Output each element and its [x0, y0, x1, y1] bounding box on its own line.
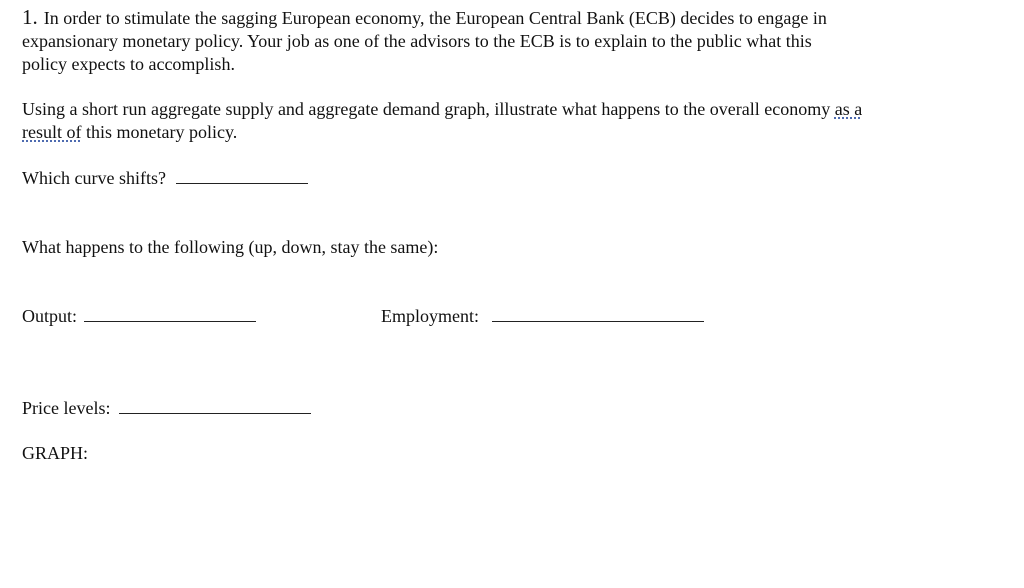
grammar-flagged-text-1: as a — [834, 99, 863, 119]
instruction-line-1 — [22, 98, 862, 121]
price-levels-row — [22, 397, 311, 420]
curve-shifts-label: Which curve shifts? — [22, 168, 166, 188]
question-intro-text-1: In order to stimulate the sagging European economy, the European Central Bank (ECB) decides to engage in — [43, 8, 827, 28]
question-line-2 — [22, 30, 812, 53]
question-line-3 — [22, 53, 235, 76]
instruction-line-2 — [22, 121, 237, 144]
question-intro-text-3: policy expects to accomplish. — [22, 54, 235, 74]
curve-shifts-blank[interactable] — [176, 167, 308, 184]
what-happens-label: What happens to the following (up, down, stay the same): — [22, 237, 439, 257]
employment-row — [381, 305, 704, 328]
what-happens-row — [22, 236, 438, 259]
question-line-1 — [22, 6, 827, 30]
question-intro-text-2: expansionary monetary policy. Your job as one of the advisors to the ECB is to explain to the public what this — [22, 31, 812, 51]
price-levels-label: Price levels: — [22, 398, 111, 418]
price-levels-blank[interactable] — [119, 397, 311, 414]
curve-shifts-row — [22, 167, 308, 190]
output-row — [22, 305, 256, 328]
output-blank[interactable] — [84, 305, 256, 322]
question-number: 1. — [22, 5, 38, 29]
grammar-flagged-text-2: result of — [22, 122, 82, 142]
employment-blank[interactable] — [492, 305, 704, 322]
output-label: Output: — [22, 306, 78, 326]
instruction-text-1: Using a short run aggregate supply and aggregate demand graph, illustrate what happens to the overall economy — [22, 99, 835, 119]
employment-label: Employment: — [381, 306, 479, 326]
graph-label: GRAPH: — [22, 443, 89, 463]
graph-row — [22, 442, 88, 465]
instruction-text-2: this monetary policy. — [81, 122, 238, 142]
